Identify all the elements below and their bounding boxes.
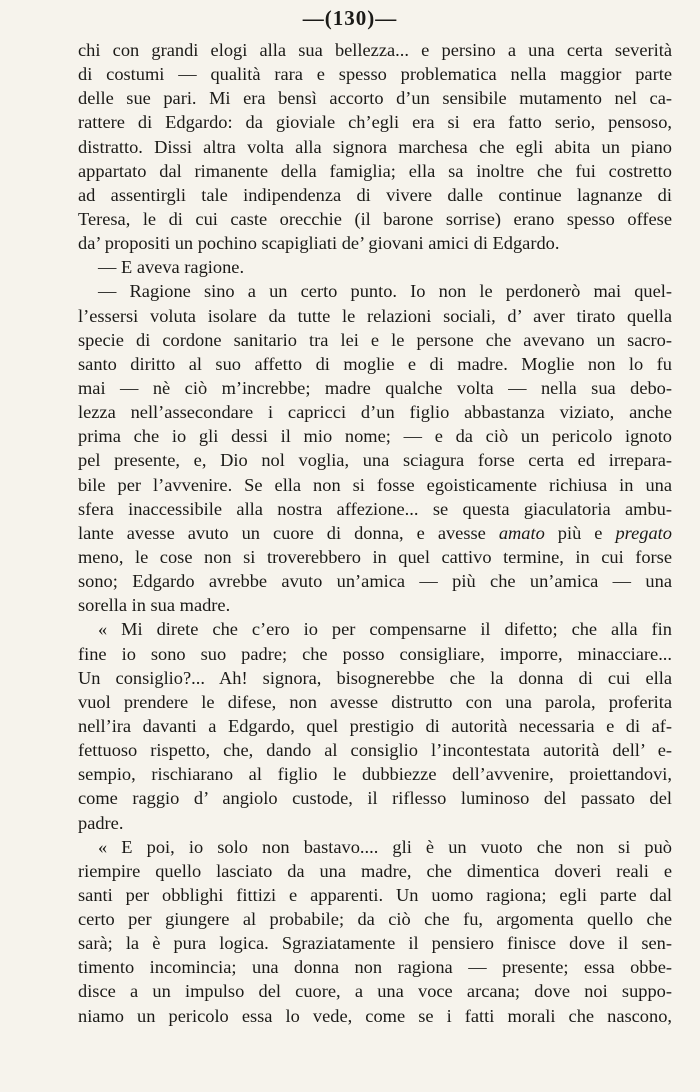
text-line: fettuoso rispetto, che, dando al consiglio l’incontestata autorità dell’ e- [78, 740, 672, 761]
text-line: « E poi, io solo non bastavo.... gli è un vuoto che non si può [98, 836, 672, 857]
text-segment: lante avesse avuto un cuore di donna, e avesse [78, 522, 499, 543]
text-line: l’essersi voluta isolare da tutte le relazioni sociali, d’ aver tirato quella [78, 305, 672, 326]
text-line: — E aveva ragione. [98, 257, 245, 278]
text-line: specie di cordone sanitario tra lei e le persone che avevano un sacro- [78, 329, 672, 350]
italic-word: amato [498, 522, 545, 543]
text-line: di costumi — qualità rara e spesso problematica nella maggior parte [78, 64, 672, 85]
text-line: meno, le cose non si troverebbero in quel cattivo termine, in cui forse [78, 546, 672, 567]
text-line: prima che io gli dessi il mio nome; — e da ciò un pericolo ignoto [78, 426, 672, 447]
text-line: disce a un impulso del cuore, a una voce arcana; dove noi suppo- [78, 981, 672, 1002]
text-line: sarà; la è pura logica. Sgraziatamente il pensiero finisce dove il sen- [78, 933, 672, 954]
text-line: come raggio d’ angiolo custode, il riflesso luminoso del passato del [78, 788, 672, 809]
text-line: mai — nè ciò m’increbbe; madre qualche volta — nella sua debo- [78, 377, 672, 398]
page-number: —(130)— [302, 6, 398, 30]
text-line: bile per l’avvenire. Se ella non si fosse egoisticamente richiusa in una [78, 474, 672, 495]
text-line: rattere di Edgardo: da gioviale ch’egli era si era fatto serio, pensoso, [78, 112, 672, 133]
text-line: vuol prendere le difese, non avesse distrutto con una parola, proferita [78, 691, 672, 712]
text-line: sorella in sua madre. [78, 595, 231, 616]
text-line: santi per obblighi fittizi e apparenti. Un uomo ragiona; egli parte dal [78, 884, 672, 905]
text-line: delle sue pari. Mi era bensì accorto d’un sensibile mutamento nel ca- [78, 88, 672, 109]
text-line: « Mi direte che c’ero io per compensarne il difetto; che alla fin [98, 619, 672, 640]
text-line: timento incomincia; una donna non ragiona — presente; essa obbe- [78, 957, 672, 978]
text-segment: più e [544, 522, 616, 543]
text-line: santo diritto al suo affetto di moglie e di madre. Moglie non lo fu [78, 353, 672, 374]
text-line: niamo un pericolo essa lo vede, come se i fatti morali che nascono, [78, 1005, 672, 1026]
italic-word: pregato [615, 522, 672, 543]
text-line: pel presente, e, Dio nol voglia, una sciagura forse certa ed irrepara- [78, 450, 672, 471]
text-line: certo per giungere al probabile; da ciò che fu, argomenta quello che [78, 909, 672, 930]
text-line: da’ propositi un pochino scapigliati de’ giovani amici di Edgardo. [78, 233, 560, 254]
page-body-text [78, 38, 672, 1028]
text-line: Un consiglio?... Ah! signora, bisognerebbe che la donna di cui ella [78, 667, 672, 688]
text-line: sono; Edgardo avrebbe avuto un’amica — più che un’amica — una [78, 571, 672, 592]
text-line: distratto. Dissi altra volta alla signora marchesa che egli abita un piano [78, 136, 672, 157]
text-line: lezza nell’assecondare i capricci d’un figlio abbastanza viziato, anche [78, 402, 672, 423]
text-line: ad assentirgli tale indipendenza di vivere dalle continue lagnanze di [78, 184, 672, 205]
text-line: padre. [78, 812, 124, 833]
text-line: riempire quello lasciato da una madre, che dimentica doveri reali e [78, 860, 672, 881]
text-line: chi con grandi elogi alla sua bellezza... e persino a una certa severità [78, 40, 672, 60]
text-line: appartato dal rimanente della famiglia; ella sa inoltre che fui costretto [78, 160, 672, 181]
text-line: fine io sono suo padre; che posso consigliare, imporre, minacciare... [78, 643, 672, 664]
text-line: nell’ira davanti a Edgardo, quel prestigio di autorità necessaria e di af- [78, 715, 672, 736]
text-line: Teresa, le di cui caste orecchie (il barone sorrise) erano spesso offese [78, 208, 672, 229]
text-line: sempio, rischiarano al figlio le dubbiezze dell’avvenire, proiettandovi, [78, 764, 672, 785]
text-line: sfera inaccessibile alla nostra affezione... se questa giaculatoria ambu- [78, 498, 672, 519]
text-line [78, 521, 672, 545]
text-line: — Ragione sino a un certo punto. Io non le perdonerò mai quel- [98, 281, 672, 302]
